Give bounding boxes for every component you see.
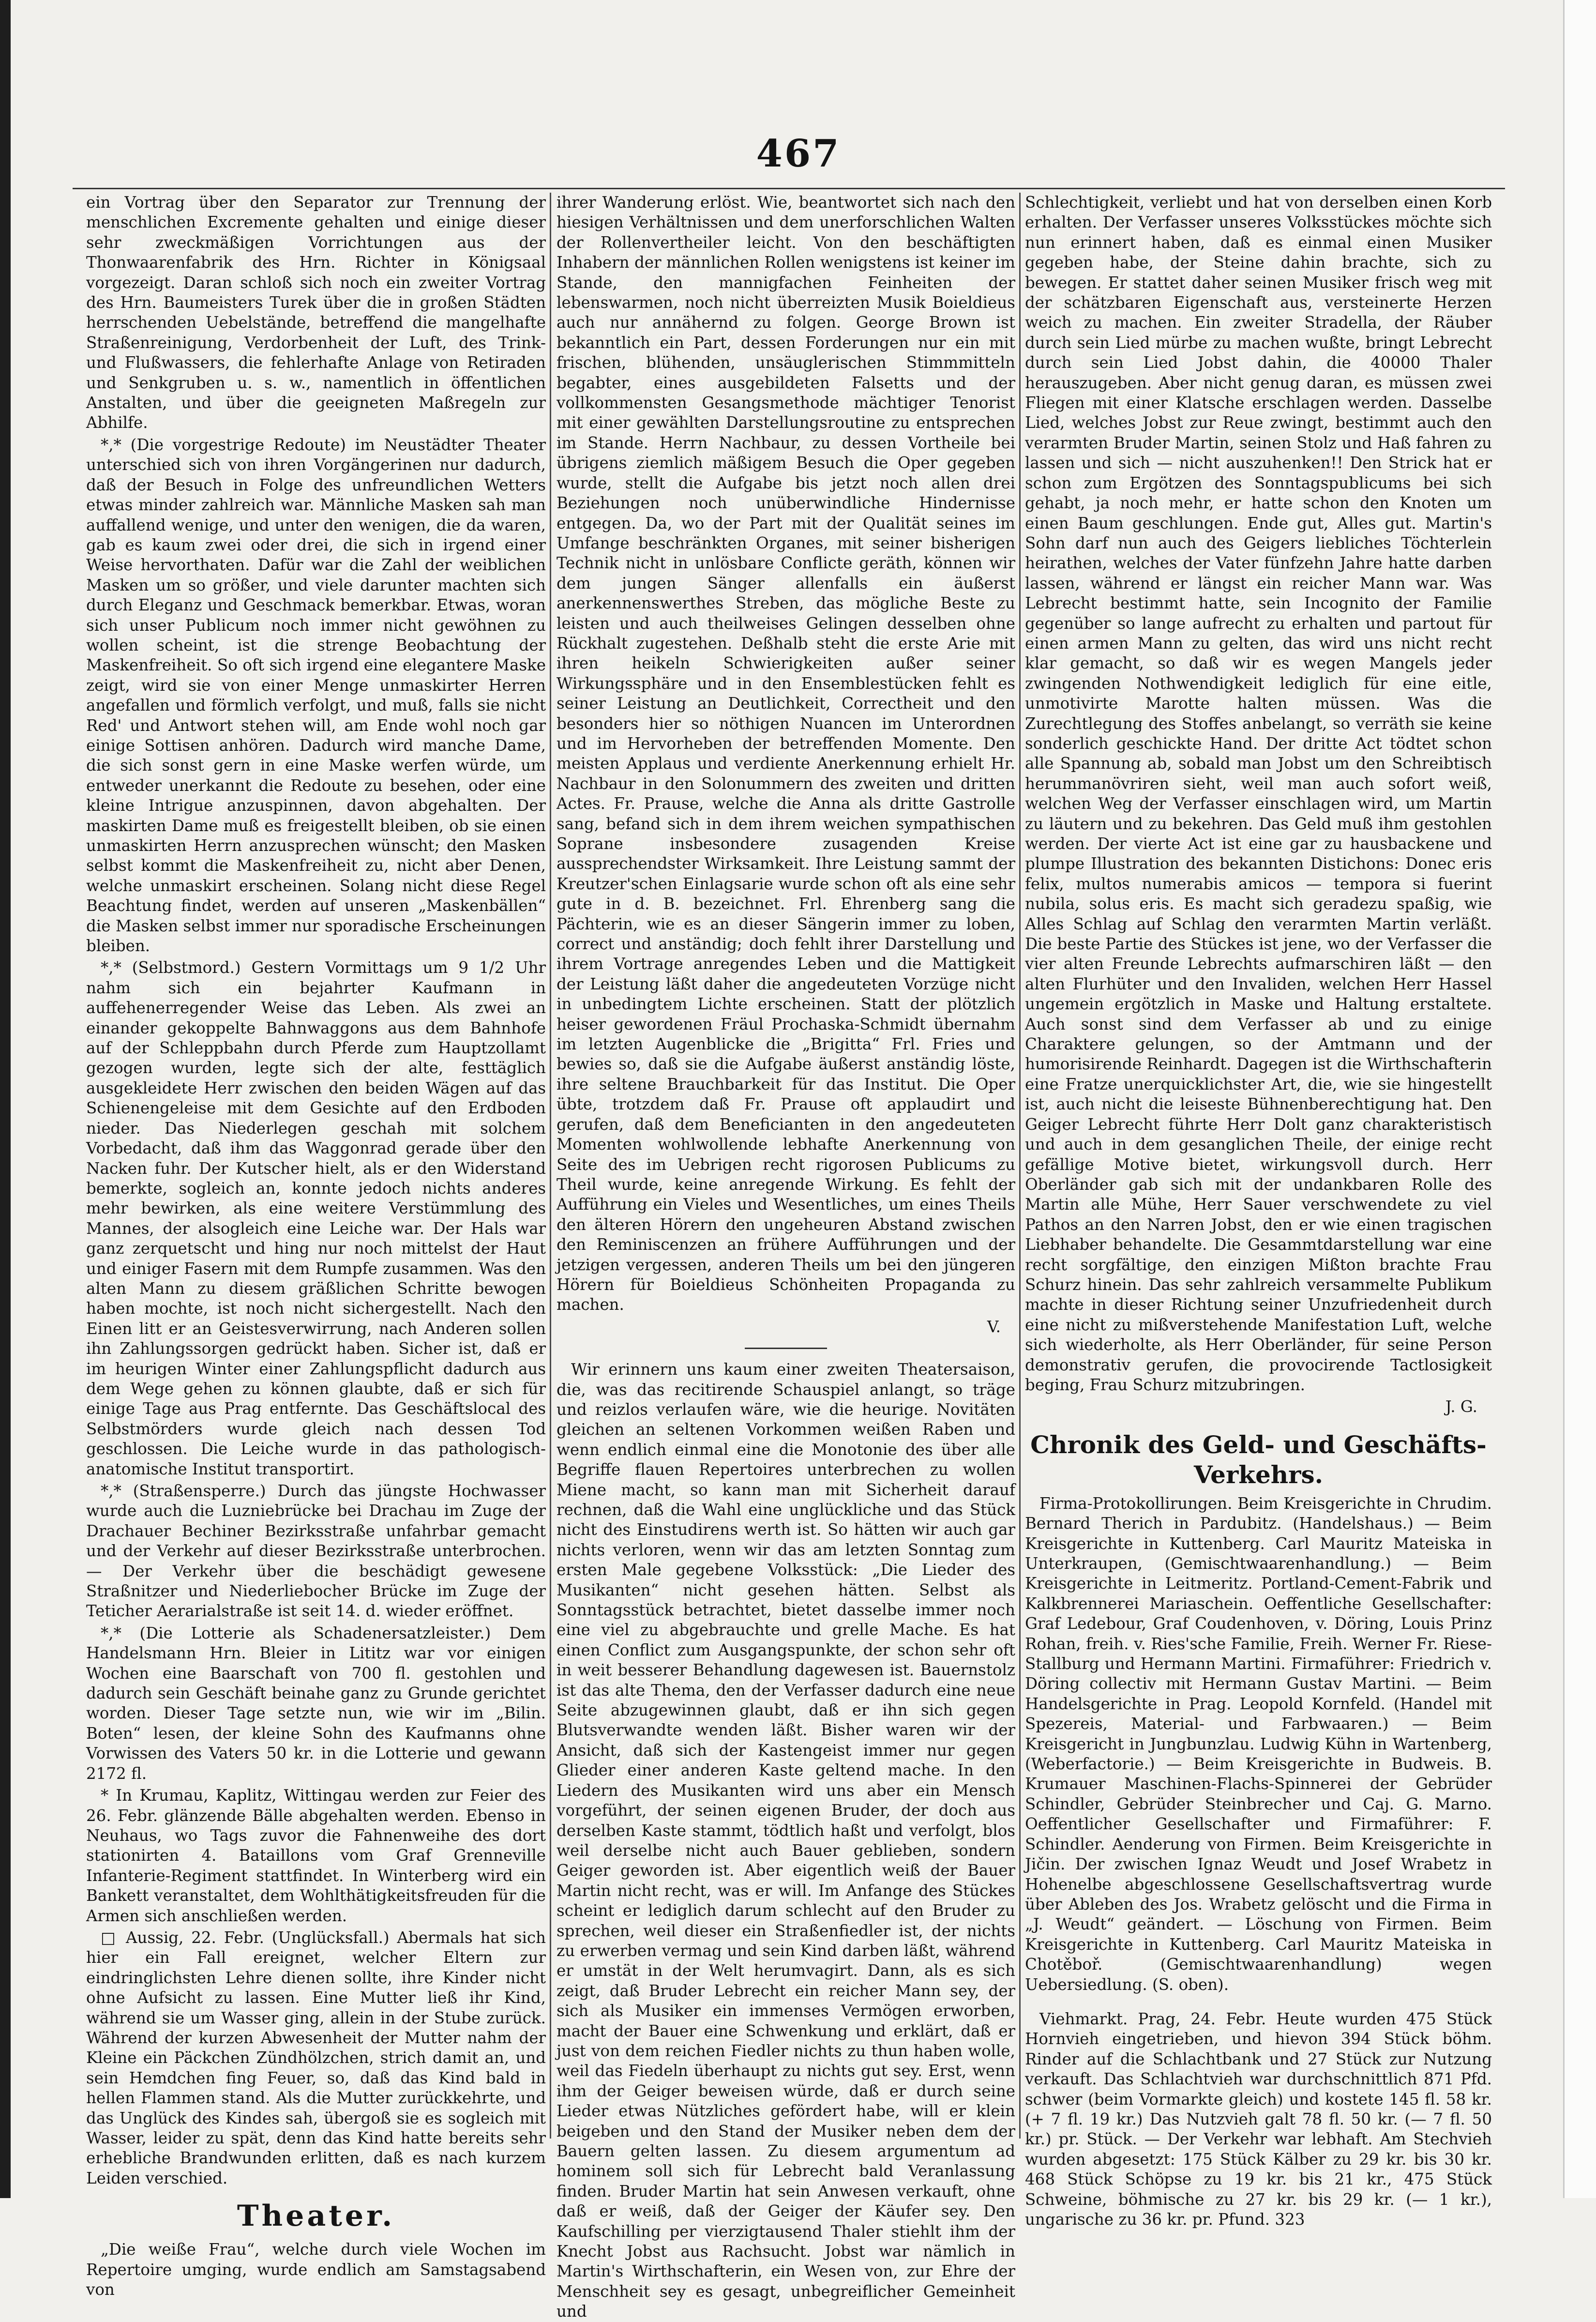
column-divider bbox=[550, 193, 551, 2139]
article-paragraph: ihrer Wanderung erlöst. Wie, beantwortet sich nach den hiesigen Verhältnissen und dem unerforschlichen Walten der Rollenvertheiler leicht. Von den beschäftigten Inhabern der männlichen Rollen wenigstens ist keiner im Stande, den mannigfachen Feinheiten der lebenswarmen, noch nicht überreizten Musik Boieldieus auch nur annähernd zu folgen. George Brown ist bekanntlich ein Part, dessen Forderungen nur ein mit frischen, blühenden, unsäuglerischen Stimmmitteln begabter, eines ausgebildeten Falsetts und der vollkommensten Gesangsmethode mächtiger Tenorist mit einer gewählten Darstellungsroutine zu entsprechen im Stande. Herrn Nachbaur, zu dessen Vortheile bei übrigens ziemlich mäßigem Besuch die Oper gegeben wurde, stellt die Aufgabe bis jetzt noch allen drei Beziehungen noch unüberwindliche Hindernisse entgegen. Da, wo der Part mit der Qualität seines im Umfange beschränkten Organes, mit seiner bisherigen Technik nicht in unlösbare Conflicte geräth, können wir dem jungen Sänger allenfalls ein äußerst anerkennenswerthes Streben, das mögliche Beste zu leisten und auch theilweises Gelingen desselben ohne Rückhalt zugestehen. Deßhalb steht die erste Arie mit ihren heikeln Schwierigkeiten außer seiner Wirkungssphäre und in den Ensemblestücken fehlt es seiner Leistung an Deutlichkeit, Correctheit und den besonders hier so nöthigen Nuancen im Unterordnen und im Hervorheben der betreffenden Momente. Den meisten Applaus und verdiente Anerkennung erhielt Hr. Nachbaur in den Solonummern des zweiten und dritten Actes. Fr. Prause, welche die Anna als dritte Gastrolle sang, befand sich in dem ihrem weichen sympathischen Soprane insbesondere zusagenden Kreise aussprechendster Wirksamkeit. Ihre Leistung sammt der Kreutzer'schen Einlagsarie wurde schon oft als eine sehr gute in d. B. bezeichnet. Frl. Ehrenberg sang die Pächterin, wie es an dieser Sängerin immer zu loben, correct und anständig; doch fehlt ihrer Darstellung und ihrem Vortrage anregendes Leben und die Mattigkeit der Leistung läßt daher die angedeuteten Vorzüge nicht in unbedingtem Lichte erscheinen. Statt der plötzlich heiser gewordenen Fräul Prochaska-Schmidt übernahm im letzten Augenblicke die „Brigitta“ Frl. Fries und bewies so, daß sie die Aufgabe äußerst anständig löste, ihre seltene Brauchbarkeit für das Institut. Die Oper übte, trotzdem daß Fr. Prause oft applaudirt und gerufen, daß dem Beneficianten in den angedeuteten Momenten wohlwollende lebhafte Anerkennung von Seite des im Uebrigen recht rigorosen Publicums zu Theil wurde, keine anregende Wirkung. Es fehlt der Aufführung ein Vieles und Wesentliches, um eines Theils den älteren Hörern den ungeheuren Abstand zwischen den Reminiscenzen an frühere Aufführungen und der jetzigen vergessen, anderen Theils um bei den jüngeren Hörern für Boieldieus Schönheiten Propaganda zu machen. bbox=[557, 193, 1015, 1314]
article-paragraph: * In Krumau, Kaplitz, Wittingau werden zur Feier des 26. Febr. glänzende Bälle abgehalten werden. Ebenso in Neuhaus, wo Tags zuvor die Fahnenweihe des dort stationirten 4. Bataillons vom Graf Grenneville Infanterie-Regiment stattfindet. In Winterberg wird ein Bankett veranstaltet, dem Wohlthätigkeitsfreuden für die Armen sich anschließen werden. bbox=[86, 1786, 546, 1925]
section-heading-theater: Theater. bbox=[237, 2199, 395, 2233]
article-paragraph: „Die weiße Frau“, welche durch viele Wochen im Repertoire umging, wurde endlich am Samstagsabend von bbox=[86, 2240, 546, 2299]
page-number: 467 bbox=[756, 132, 841, 176]
header-rule bbox=[73, 188, 1505, 189]
scan-left-edge bbox=[0, 0, 11, 2198]
article-paragraph: Viehmarkt. Prag, 24. Febr. Heute wurden 475 Stück Hornvieh eingetrieben, und hievon 394 Stück böhm. Rinder auf die Schlachtbank und 27 Stück zur Nutzung verkauft. Das Schlachtvieh war durchschnittlich 871 Pfd. schwer (beim Vormarkte gleich) und kostete 145 fl. 58 kr. (+ 7 fl. 19 kr.) Das Nutzvieh galt 78 fl. 50 kr. (— 7 fl. 50 kr.) pr. Stück. — Der Verkehr war lebhaft. Am Stechvieh wurden abgesetzt: 175 Stück Kälber zu 29 kr. bis 30 kr. 468 Stück Schöpse zu 19 kr. bis 21 kr., 475 Stück Schweine, böhmische zu 27 kr. bis 29 kr. (— 1 kr.), ungarische zu 36 kr. pr. Pfund. 323 bbox=[1025, 2009, 1492, 2229]
article-paragraph: ein Vortrag über den Separator zur Trennung der menschlichen Excremente gehalten und einige dieser sehr zweckmäßigen Vorrichtungen aus der Thonwaarenfabrik des Hrn. Richter in Königsaal vorgezeigt. Daran schloß sich noch ein zweiter Vortrag des Hrn. Baumeisters Turek über die in großen Städten herrschenden Uebelstände, betreffend die mangelhafte Straßenreinigung, Verdorbenheit der Luft, des Trink- und Flußwassers, die fehlerhafte Anlage von Retiraden und Senkgruben u. s. w., namentlich in öffentlichen Anstalten, und über die geeigneten Maßregeln zur Abhilfe. bbox=[86, 193, 546, 432]
article-paragraph: *,* (Die Lotterie als Schadenersatzleister.) Dem Handelsmann Hrn. Bleier in Lititz war vor einigen Wochen eine Baarschaft von 700 fl. gestohlen und dadurch sein Geschäft beinahe ganz zu Grunde gerichtet worden. Dieser Tage setzte nun, wie wir im „Bilin. Boten“ lesen, der kleine Sohn des Kaufmanns ohne Vorwissen des Vaters 50 kr. in die Lotterie und gewann 2172 fl. bbox=[86, 1624, 546, 1783]
article-signature: J. G. bbox=[1445, 1397, 1477, 1416]
column-2 bbox=[557, 193, 1015, 2321]
column-1 bbox=[86, 193, 546, 2299]
article-paragraph: *,* (Selbstmord.) Gestern Vormittags um 9 1/2 Uhr nahm sich ein bejahrter Kaufmann in auffehenerregender Weise das Leben. Als zwei an einander gekoppelte Bahnwaggons aus dem Bahnhofe auf der Schleppbahn durch Pferde zum Hauptzollamt gezogen wurden, legte sich der alte, festtäglich ausgekleidete Herr zwischen den beiden Wägen auf das Schienengeleise mit dem Gesichte auf den Erdboden nieder. Das Niederlegen geschah mit solchem Vorbedacht, daß ihm das Waggonrad gerade über den Nacken fuhr. Der Kutscher hielt, als er den Widerstand bemerkte, sogleich an, konnte jedoch nichts anderes mehr bewirken, als eine weitere Verstümmlung des Mannes, der alsogleich eine Leiche war. Der Hals war ganz zerquetscht und hing nur noch mittelst der Haut und einiger Fasern mit dem Rumpfe zusammen. Was den alten Mann zu diesem gräßlichen Schritte bewogen haben mochte, ist noch nicht sichergestellt. Nach den Einen litt er an Geistesverwirrung, nach Anderen sollen ihn Zahlungssorgen gedrückt haben. Sicher ist, daß er im heurigen Winter einer Zahlungspflicht dadurch aus dem Wege gehen zu können glaubte, daß er sich für einige Tage aus Prag entfernte. Das Geschäftslocal des Selbstmörders wurde gleich nach dessen Tod geschlossen. Die Leiche wurde in das pathologisch-anatomische Institut transportirt. bbox=[86, 958, 546, 1478]
article-paragraph: Firma-Protokollirungen. Beim Kreisgerichte in Chrudim. Bernard Therich in Pardubitz. (Handelshaus.) — Beim Kreisgerichte in Kuttenberg. Carl Mauritz Mateiska in Unterkraupen, (Gemischtwaarenhandlung.) — Beim Kreisgerichte in Leitmeritz. Portland-Cement-Fabrik und Kalkbrennerei Mariaschein. Oeffentliche Gesellschafter: Graf Ledebour, Graf Coudenhoven, v. Döring, Louis Prinz Rohan, freih. v. Ries'sche Familie, Freih. Werner Fr. Riese-Stallburg und Hermann Martini. Firmaführer: Friedrich v. Döring collectiv mit Hermann Gustav Martini. — Beim Handelsgerichte in Prag. Leopold Kornfeld. (Handel mit Spezereis, Material- und Farbwaaren.) — Beim Kreisgericht in Jungbunzlau. Ludwig Kühn in Wartenberg, (Weberfactorie.) — Beim Kreisgerichte in Budweis. B. Krumauer Maschinen-Flachs-Spinnerei der Gebrüder Schindler, Gebrüder Steinbrecher und Caj. G. Marno. Oeffentlicher Gesellschafter und Firmaführer: F. Schindler. Aenderung von Firmen. Beim Kreisgerichte in Jičin. Der zwischen Ignaz Weudt und Josef Wrabetz in Hohenelbe abgeschlossene Gesellschaftsvertrag wurde über Ableben des Jos. Wrabetz gelöscht und die Firma in „J. Weudt“ geändert. — Löschung von Firmen. Beim Kreisgerichte in Kuttenberg. Carl Mauritz Mateiska in Chotěboř. (Gemischtwaarenhandlung) wegen Uebersiedlung. (S. oben). bbox=[1025, 1494, 1492, 1994]
article-paragraph: Wir erinnern uns kaum einer zweiten Theatersaison, die, was das recitirende Schauspiel anlangt, so träge und reizlos verlaufen wäre, wie die heurige. Novitäten gleichen an seltenen Vorkommen weißen Raben und wenn endlich einmal eine die Monotonie des über alle Begriffe flauen Repertoires unterbrechen zu wollen Miene macht, so kann man mit Sicherheit darauf rechnen, daß die Wahl eine unglückliche und das Stück nicht des Einstudirens werth ist. So hätten wir auch gar nichts verloren, wenn wir das am letzten Sonntag zum ersten Male gegebene Volksstück: „Die Lieder des Musikanten“ nicht gesehen hätten. Selbst als Sonntagsstück betrachtet, bietet dasselbe immer noch eine viel zu abgebrauchte und grelle Mache. Es hat einen Conflict zum Ausgangspunkte, der schon sehr oft in weit besserer Behandlung dagewesen ist. Bauernstolz ist das alte Thema, den der Verfasser dadurch eine neue Seite abzugewinnen glaubt, daß er ihn sich gegen Blutsverwandte wenden läßt. Bisher waren wir der Ansicht, daß sich der Kastengeist immer nur gegen Glieder einer anderen Kaste geltend mache. In den Liedern des Musikanten wird uns aber ein Mensch vorgeführt, der seinen eigenen Bruder, der doch aus derselben Kaste stammt, tödtlich haßt und verfolgt, blos weil derselbe nicht auch Bauer geblieben, sondern Geiger geworden ist. Aber eigentlich weiß der Bauer Martin nicht recht, was er will. Im Anfange des Stückes scheint er lediglich darum schlecht auf den Bruder zu sprechen, weil dieser ein Straßenfiedler ist, der nichts zu erwerben vermag und sein Kind darben läßt, während er umstät in der Welt herumvagirt. Dann, als es sich zeigt, daß Bruder Lebrecht ein reicher Mann sey, der sich als Musiker ein immenses Vermögen erworben, macht der Bauer eine Schwenkung und erklärt, daß er just von dem reichen Fiedler nichts zu thun haben wolle, weil das Fiedeln überhaupt zu nichts gut sey. Erst, wenn ihm der Geiger beweisen würde, daß er durch seine Lieder etwas Nützliches gefördert habe, will er klein beigeben und den Stand der Musiker neben dem der Bauern gelten lassen. Zu diesem argumentum ad hominem soll sich für Lebrecht bald Veranlassung finden. Bruder Martin hat sein Anwesen verkauft, ohne daß er weiß, daß der Geiger der Käufer sey. Den Kaufschilling per vierzigtausend Thaler stiehlt ihm der Knecht Jobst aus Rachsucht. Jobst war nämlich in Martin's Wirthschafterin, ein Wesen von, zur Ehre der Menschheit sey es gesagt, unbegreiflicher Gemeinheit und bbox=[557, 1360, 1015, 2321]
column-3 bbox=[1025, 193, 1492, 2229]
article-paragraph: *,* (Die vorgestrige Redoute) im Neustädter Theater unterschied sich von ihren Vorgängerinen nur dadurch, daß der Besuch in Folge des unfreundlichen Wetters etwas minder zahlreich war. Männliche Masken sah man auffallend wenige, und unter den wenigen, die da waren, gab es kaum zwei oder drei, die sich in irgend einer Weise hervorthaten. Dafür war die Zahl der weiblichen Masken um so größer, und viele darunter machten sich durch Eleganz und Geschmack bemerkbar. Etwas, woran sich unser Publicum noch immer nicht gewöhnen zu wollen scheint, ist die strenge Beobachtung der Maskenfreiheit. So oft sich irgend eine elegantere Maske zeigt, wird sie von einer Menge unmaskirter Herren angefallen und förmlich verfolgt, und muß, falls sie nicht Red' und Antwort stehen will, am Ende wohl noch gar einige Sottisen anhören. Dadurch wird manche Dame, die sich sonst gern in eine Maske werfen würde, um entweder unerkannt die Redoute zu besehen, oder eine kleine Intrigue anzuspinnen, davon abgehalten. Der maskirten Dame muß es freigestellt bleiben, ob sie einen unmaskirten Herrn anzusprechen wünscht; den Masken selbst kommt die Maskenfreiheit zu, nicht aber Denen, welche unmaskirt erscheinen. Solang nicht diese Regel Beachtung findet, werden auf unseren „Maskenbällen“ die Masken selbst immer nur sporadische Erscheinungen bleiben. bbox=[86, 435, 546, 956]
column-divider bbox=[1019, 193, 1021, 2139]
article-paragraph: □ Aussig, 22. Febr. (Unglücksfall.) Abermals hat sich hier ein Fall ereignet, welcher Eltern zur eindringlichsten Lehre dienen sollte, ihre Kinder nicht ohne Aufsicht zu lassen. Eine Mutter ließ ihr Kind, während sie um Wasser ging, allein in der Stube zurück. Während der kurzen Abwesenheit der Mutter nahm der Kleine ein Päckchen Zündhölzchen, strich damit an, und sein Hemdchen fing Feuer, so, daß das Kind bald in hellen Flammen stand. Als die Mutter zurückkehrte, und das Unglück des Kindes sah, übergoß sie es sogleich mit Wasser, leider zu spät, denn das Kind hatte bereits sehr erhebliche Brandwunden erlitten, daß es nach kurzem Leiden verschied. bbox=[86, 1928, 546, 2187]
separator-rule bbox=[745, 1348, 827, 1349]
article-signature: V. bbox=[987, 1317, 1001, 1336]
article-paragraph: Schlechtigkeit, verliebt und hat von derselben einen Korb erhalten. Der Verfasser unseres Volksstückes möchte sich nun erinnert haben, daß es einmal einen Musiker gegeben habe, der Steine dahin brachte, sich zu bewegen. Er stattet daher seinen Musiker frisch weg mit der schätzbaren Eigenschaft aus, versteinerte Herzen weich zu machen. Ein zweiter Stradella, der Räuber durch sein Lied mürbe zu machen wußte, bringt Lebrecht durch sein Lied Jobst dahin, die 40000 Thaler herauszugeben. Aber nicht genug daran, es müssen zwei Fliegen mit einer Klatsche erschlagen werden. Dasselbe Lied, welches Jobst zur Reue zwingt, bestimmt auch den verarmten Bruder Martin, seinen Stolz und Haß fahren zu lassen und sich — nicht auszuhenken!! Den Strick hat er schon zum Ergötzen des Sonntagspublicums bei sich gehabt, ja noch mehr, er hatte schon den Knoten um einen Baum geschlungen. Ende gut, Alles gut. Martin's Sohn darf nun auch des Geigers liebliches Töchterlein heirathen, welches der Vater fünfzehn Jahre hatte darben lassen, während er längst ein reicher Mann war. Was Lebrecht bestimmt hatte, sein Incognito der Familie gegenüber so lange aufrecht zu erhalten und partout für einen armen Mann zu gelten, das wird uns nicht recht klar gemacht, so daß wir es wegen Mangels jeder zwingenden Nothwendigkeit lediglich für eine eitle, unmotivirte Marotte halten müssen. Was die Zurechtlegung des Stoffes anbelangt, so verräth sie keine sonderlich geschickte Hand. Der dritte Act tödtet schon alle Spannung ab, sobald man Jobst um den Schreibtisch herummanövriren sieht, weil man auch sofort weiß, welchen Weg der Verfasser einschlagen wird, um Martin zu läutern und zu bekehren. Das Geld muß ihm gestohlen werden. Der vierte Act ist eine gar zu hausbackene und plumpe Illustration des bekannten Distichons: Donec eris felix, multos numerabis amicos — tempora si fuerint nubila, solus eris. Es macht sich geradezu spaßig, wie Alles Schlag auf Schlag den verarmten Martin verläßt. Die beste Partie des Stückes ist jene, wo der Verfasser die vier alten Freunde Lebrechts aufmarschiren läßt — den alten Flurhüter und den Invaliden, welchen Herr Hassel ungemein ergötzlich in Maske und Haltung erstaltete. Auch sonst sind dem Verfasser ab und zu einige Charaktere gelungen, so der Amtmann und der humorisirende Reinhardt. Dagegen ist die Wirthschafterin eine Fratze unerquicklichster Art, die, wie sie hingestellt ist, auch nicht die leiseste Bühnenberechtigung hat. Den Geiger Lebrecht führte Herr Dolt ganz charakteristisch und auch in dem gesanglichen Theile, der einige recht gefällige Motive bietet, wirkungsvoll durch. Herr Oberländer gab sich mit der undankbaren Rolle des Martin alle Mühe, Herr Sauer verschwendete zu viel Pathos an den Narren Jobst, den er wie einen tragischen Liebhaber behandelte. Die Gesammtdarstellung war eine recht sorgfältige, den einzigen Mißton brachte Frau Schurz hinein. Das sehr zahlreich versammelte Publikum machte in dieser Richtung seiner Unzufriedenheit durch eine nicht zu mißverstehende Manifestation Luft, welche sich wiederholte, als Herr Oberländer, für seine Person demonstrativ gerufen, die provocirende Tactlosigkeit beging, Frau Schurz mitzubringen. bbox=[1025, 193, 1492, 1394]
scan-right-margin bbox=[1563, 0, 1596, 2198]
spacer bbox=[1025, 1997, 1492, 2009]
section-heading-chronik: Chronik des Geld- und Geschäfts-Verkehrs. bbox=[1030, 1430, 1487, 1489]
article-paragraph: *,* (Straßensperre.) Durch das jüngste Hochwasser wurde auch die Luzniebrücke bei Drachau im Zuge der Drachauer Bechiner Bezirksstraße unfahrbar gemacht und der Verkehr auf dieser Bezirksstraße unterbrochen. — Der Verkehr über die beschädigt gewesene Straßnitzer und Niederliebocher Brücke im Zuge der Teticher Aerarialstraße ist seit 14. d. wieder eröffnet. bbox=[86, 1482, 546, 1621]
